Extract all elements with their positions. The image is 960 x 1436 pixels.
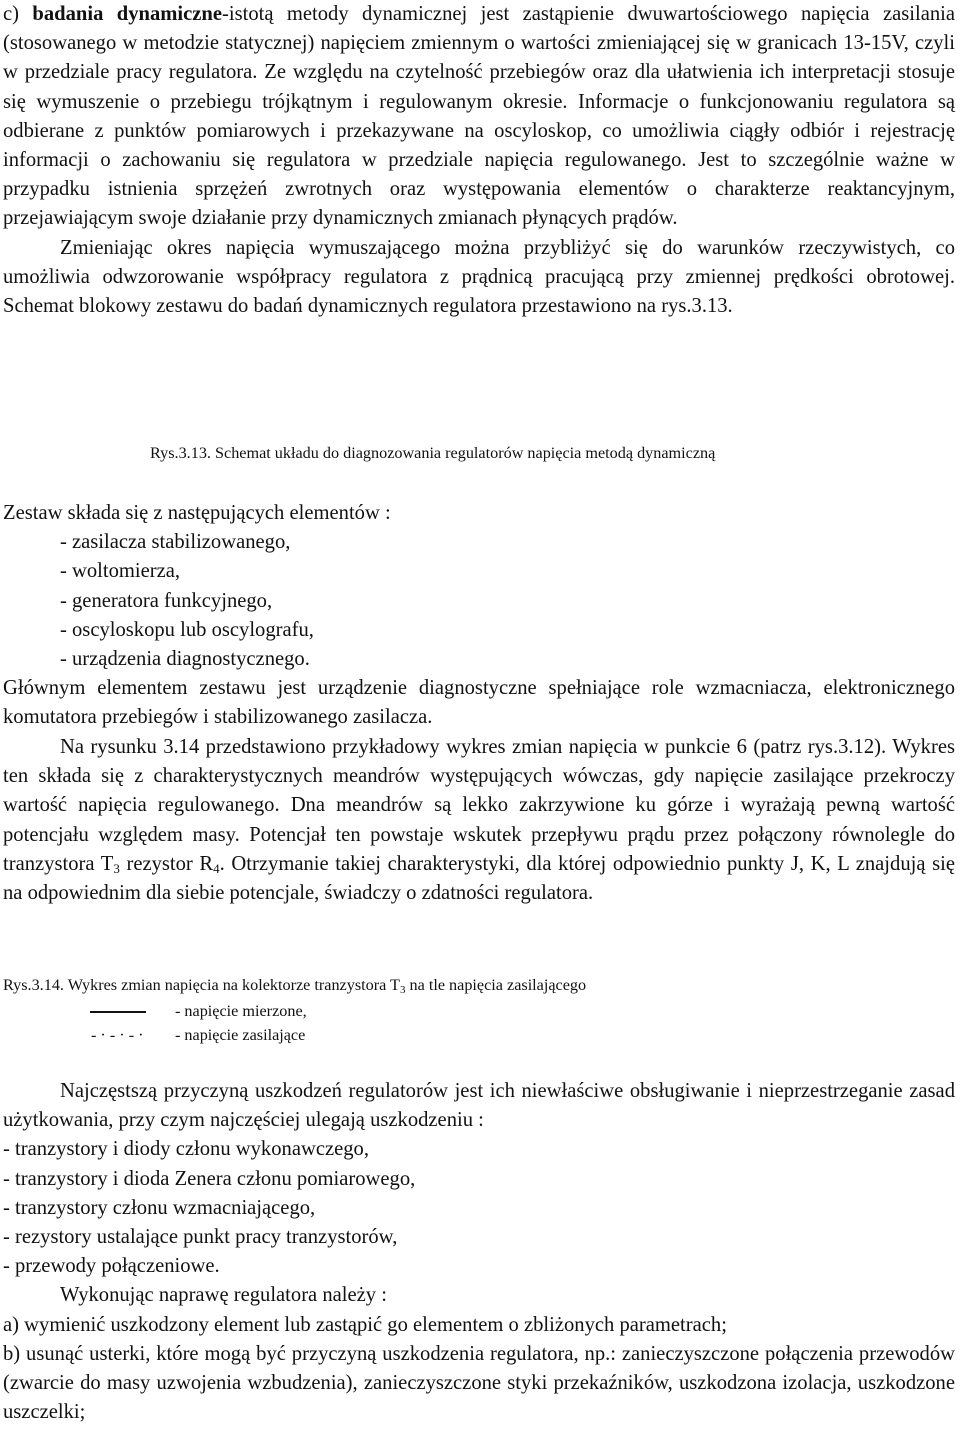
intro-prefix: c) [3, 3, 33, 25]
figure-3-13 [150, 443, 910, 463]
subscript-r4: 4 [213, 860, 220, 876]
kit-item: - oscyloskopu lub oscylografu, [60, 618, 314, 641]
figure-3-14-caption-a: Rys.3.14. Wykres zmian napięcia na kolektorze tranzystora T [3, 976, 400, 994]
kit-heading: Zestaw składa się z następujących elementów : [3, 502, 391, 524]
kit-summary: Głównym elementem zestawu jest urządzenie diagnostyczne spełniające role wzmacniacza, elektronicznego komutatora przebiegów i stabilizowanego zasilacza. [3, 677, 955, 729]
figure-3-14-paragraph [3, 733, 955, 908]
fault-item: - tranzystory i dioda Zenera członu pomiarowego, [3, 1167, 416, 1190]
faults-section [3, 1077, 955, 1427]
figure-3-13-caption: Rys.3.13. Schemat układu do diagnozowania regulatorów napięcia metodą dynamiczną [150, 444, 716, 462]
subscript-t3: 3 [113, 860, 120, 876]
fault-item: - przewody połączeniowe. [3, 1255, 220, 1278]
legend-dash [3, 1025, 503, 1047]
caption-subscript: 3 [399, 984, 406, 996]
legend-solid [3, 1001, 503, 1023]
solid-line-sample [90, 1011, 146, 1013]
figure-3-14-caption [3, 975, 955, 995]
intro-paragraph-2: Zmieniając okres napięcia wymuszającego można przybliżyć się do warunków rzeczywistych, co umożliwia odwzorowanie współpracy regulatora z prądnicą pracującą przy zmiennej prędkości obrotowej. Schemat blokowy zestawu do badań dynamicznych regulatora przestawiono na rys.3.13. [3, 236, 955, 318]
figure-3-14-description [3, 733, 955, 908]
repair-step-a: a) wymienić uszkodzony element lub zastąpić go elementem o zbliżonych parametrach; [3, 1313, 727, 1336]
fault-item: - rezystory ustalające punkt pracy tranzystorów, [3, 1226, 398, 1249]
figure-3-14 [3, 975, 955, 1045]
intro-text: -istotą metody dynamicznej jest zastąpienie dwuwartościowego napięcia zasilania (stosowanego w metodzie statycznej) napięciem zmiennym o wartości zmieniającej się w granicach 13-15V, czyli w przedziale pracy regulatora. Ze względu na czytelność przebiegów oraz dla ułatwienia ich interpretacji stosuje się wymuszenie o przebiegu trójkątnym i regulowanym okresie. Informacje o funkcjonowaniu regulatora są odbierane z punktów pomiarowych i przekazywane na oscyloskop, co umożliwia ciągły odbiór i rejestrację informacji o zachowaniu się regulatora w przedziale napięcia regulowanego. Jest to szczególnie ważne w przypadku istnienia sprzężeń zwrotnych oraz występowania elementów o charakterze reaktancyjnym, przejawiającym swoje działanie przy dynamicznych zmianach płynących prądów. [3, 3, 955, 230]
intro-paragraph [3, 0, 955, 234]
repair-heading: Wykonując naprawę regulatora należy : [60, 1284, 387, 1307]
faults-intro: Najczęstszą przyczyną uszkodzeń regulatorów jest ich niewłaściwe obsługiwanie i nieprzestrzeganie zasad użytkowania, przy czym najczęściej ulegają uszkodzeniu : [3, 1080, 955, 1132]
kit-item: - urządzenia diagnostycznego. [60, 648, 310, 671]
kit-section [3, 499, 955, 733]
figure-3-14-text-b: rezystor R [119, 852, 214, 875]
intro-term: badania dynamiczne [32, 3, 222, 25]
kit-item: - generatora funkcyjnego, [60, 589, 273, 612]
fault-item: - tranzystory i diody członu wykonawczego, [3, 1138, 370, 1161]
legend-solid-label: - napięcie mierzone, [175, 1002, 307, 1020]
figure-3-14-text-a: Na rysunku 3.14 przedstawiono przykładowy wykres zmian napięcia w punkcie 6 (patrz rys.3.12). Wykres ten składa się z charakterystycznych meandrów występujących wówczas, gdy napięcie zasilające przekroczy wartość napięcia regulowanego. Dna meandrów są lekko zakrzywione ku górze i wyrażają pewną wartość potencjału względem masy. Potencjał ten powstaje wskutek przepływu prądu przez połączony równolegle do tranzystora T [3, 736, 955, 875]
kit-item: - woltomierza, [60, 560, 181, 583]
figure-3-14-caption-b: na tle napięcia zasilającego [405, 976, 587, 994]
figure-3-14-text-c: . Otrzymanie takiej charakterystyki, dla której odpowiednio punkty J, K, L znajdują się na odpowiednim dla siebie potencjale, świadczy o zdatności regulatora. [3, 852, 955, 905]
kit-item: - zasilacza stabilizowanego, [60, 531, 291, 554]
fault-item: - tranzystory członu wzmacniającego, [3, 1196, 316, 1219]
dash-line-sample: - · - · - · [91, 1026, 144, 1044]
intro-section [3, 0, 955, 321]
legend-dash-label: - napięcie zasilające [175, 1026, 306, 1044]
repair-step-b: b) usunąć usterki, które mogą być przyczyną uszkodzenia regulatora, np.: zanieczyszczone połączenia przewodów (zwarcie do masy uzwojenia wzbudzenia), zanieczyszczone styki przekaźników, uszkodzona izolacja, uszkodzone uszczelki; [3, 1342, 955, 1424]
